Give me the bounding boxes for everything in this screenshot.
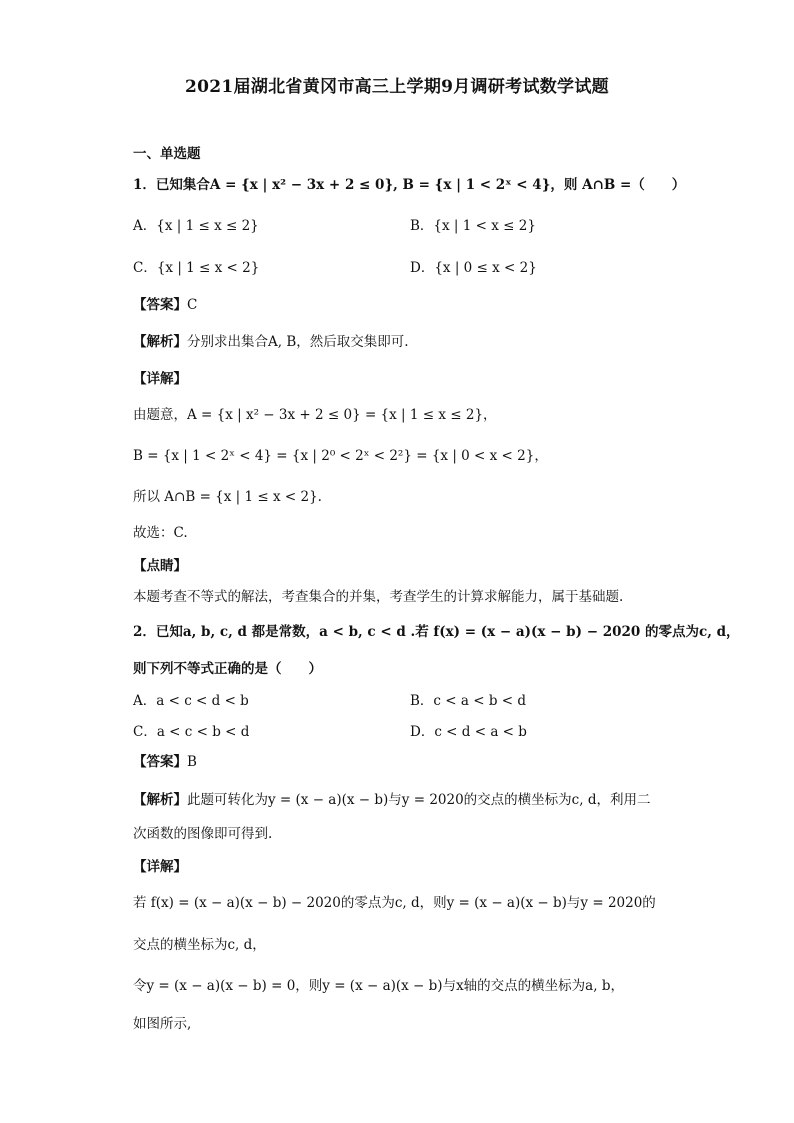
q2-option-b: B．c < a < b < d xyxy=(410,693,526,709)
q2-detail-line: 令y = (x − a)(x − b) = 0，则y = (x − a)(x − b)与x轴的交点的横坐标为a, b， xyxy=(133,978,624,994)
q2-option-a: A．a < c < d < b xyxy=(133,693,249,709)
q1-option-a: A．{x | 1 ≤ x ≤ 2} xyxy=(133,218,259,234)
q2-option-c: C．a < c < b < d xyxy=(133,724,250,740)
question-2-stem: 2．已知a, b, c, d 都是常数，a < b, c < d .若 f(x) = (x − a)(x − b) − 2020 的零点为c, d， xyxy=(133,624,740,640)
q1-answer xyxy=(133,296,197,314)
q1-comment-text: 本题考查不等式的解法，考查集合的并集，考查学生的计算求解能力，属于基础题. xyxy=(133,589,624,605)
q1-detail-line: B = {x | 1 < 2ˣ < 4} = {x | 2⁰ < 2ˣ < 2²} = {x | 0 < x < 2}， xyxy=(133,448,548,464)
q2-detail-line: 若 f(x) = (x − a)(x − b) − 2020的零点为c, d，则y = (x − a)(x − b)与y = 2020的 xyxy=(133,895,656,911)
q1-analysis xyxy=(133,333,409,351)
question-1-stem: 1．已知集合A = {x | x² − 3x + 2 ≤ 0}, B = {x | 1 < 2ˣ < 4}，则 A∩B =（ ） xyxy=(133,177,686,193)
analysis-tag: 【解析】 xyxy=(133,792,187,808)
answer-value: C xyxy=(187,297,198,313)
q1-option-d: D．{x | 0 ≤ x < 2} xyxy=(410,260,537,276)
q2-detail-line: 如图所示, xyxy=(133,1016,192,1032)
section-heading: 一、单选题 xyxy=(133,146,201,162)
q1-detail-tag: 【详解】 xyxy=(133,371,187,387)
q2-analysis-cont: 次函数的图像即可得到. xyxy=(133,826,273,842)
analysis-text: 分别求出集合A, B，然后取交集即可. xyxy=(187,334,409,350)
q1-detail-line: 故选：C. xyxy=(133,525,188,541)
answer-tag: 【答案】 xyxy=(133,754,187,770)
q2-detail-tag: 【详解】 xyxy=(133,859,187,875)
q2-answer xyxy=(133,753,197,771)
q1-detail-line: 由题意，A = {x | x² − 3x + 2 ≤ 0} = {x | 1 ≤ x ≤ 2}， xyxy=(133,407,497,423)
q2-detail-line: 交点的横坐标为c, d， xyxy=(133,937,266,953)
question-2-stem-cont: 则下列不等式正确的是（ ） xyxy=(133,661,322,677)
q1-option-c: C．{x | 1 ≤ x < 2} xyxy=(133,260,260,276)
q1-option-b: B．{x | 1 < x ≤ 2} xyxy=(410,218,536,234)
answer-tag: 【答案】 xyxy=(133,297,187,313)
q1-detail-line: 所以 A∩B = {x | 1 ≤ x < 2}. xyxy=(133,489,322,505)
analysis-text: 此题可转化为y = (x − a)(x − b)与y = 2020的交点的横坐标为c, d，利用二 xyxy=(187,792,651,808)
q1-comment-tag: 【点睛】 xyxy=(133,558,187,574)
q2-option-d: D．c < d < a < b xyxy=(410,724,527,740)
page-title: 2021届湖北省黄冈市高三上学期9月调研考试数学试题 xyxy=(185,77,609,97)
analysis-tag: 【解析】 xyxy=(133,334,187,350)
answer-value: B xyxy=(187,754,197,770)
q2-analysis xyxy=(133,791,650,809)
